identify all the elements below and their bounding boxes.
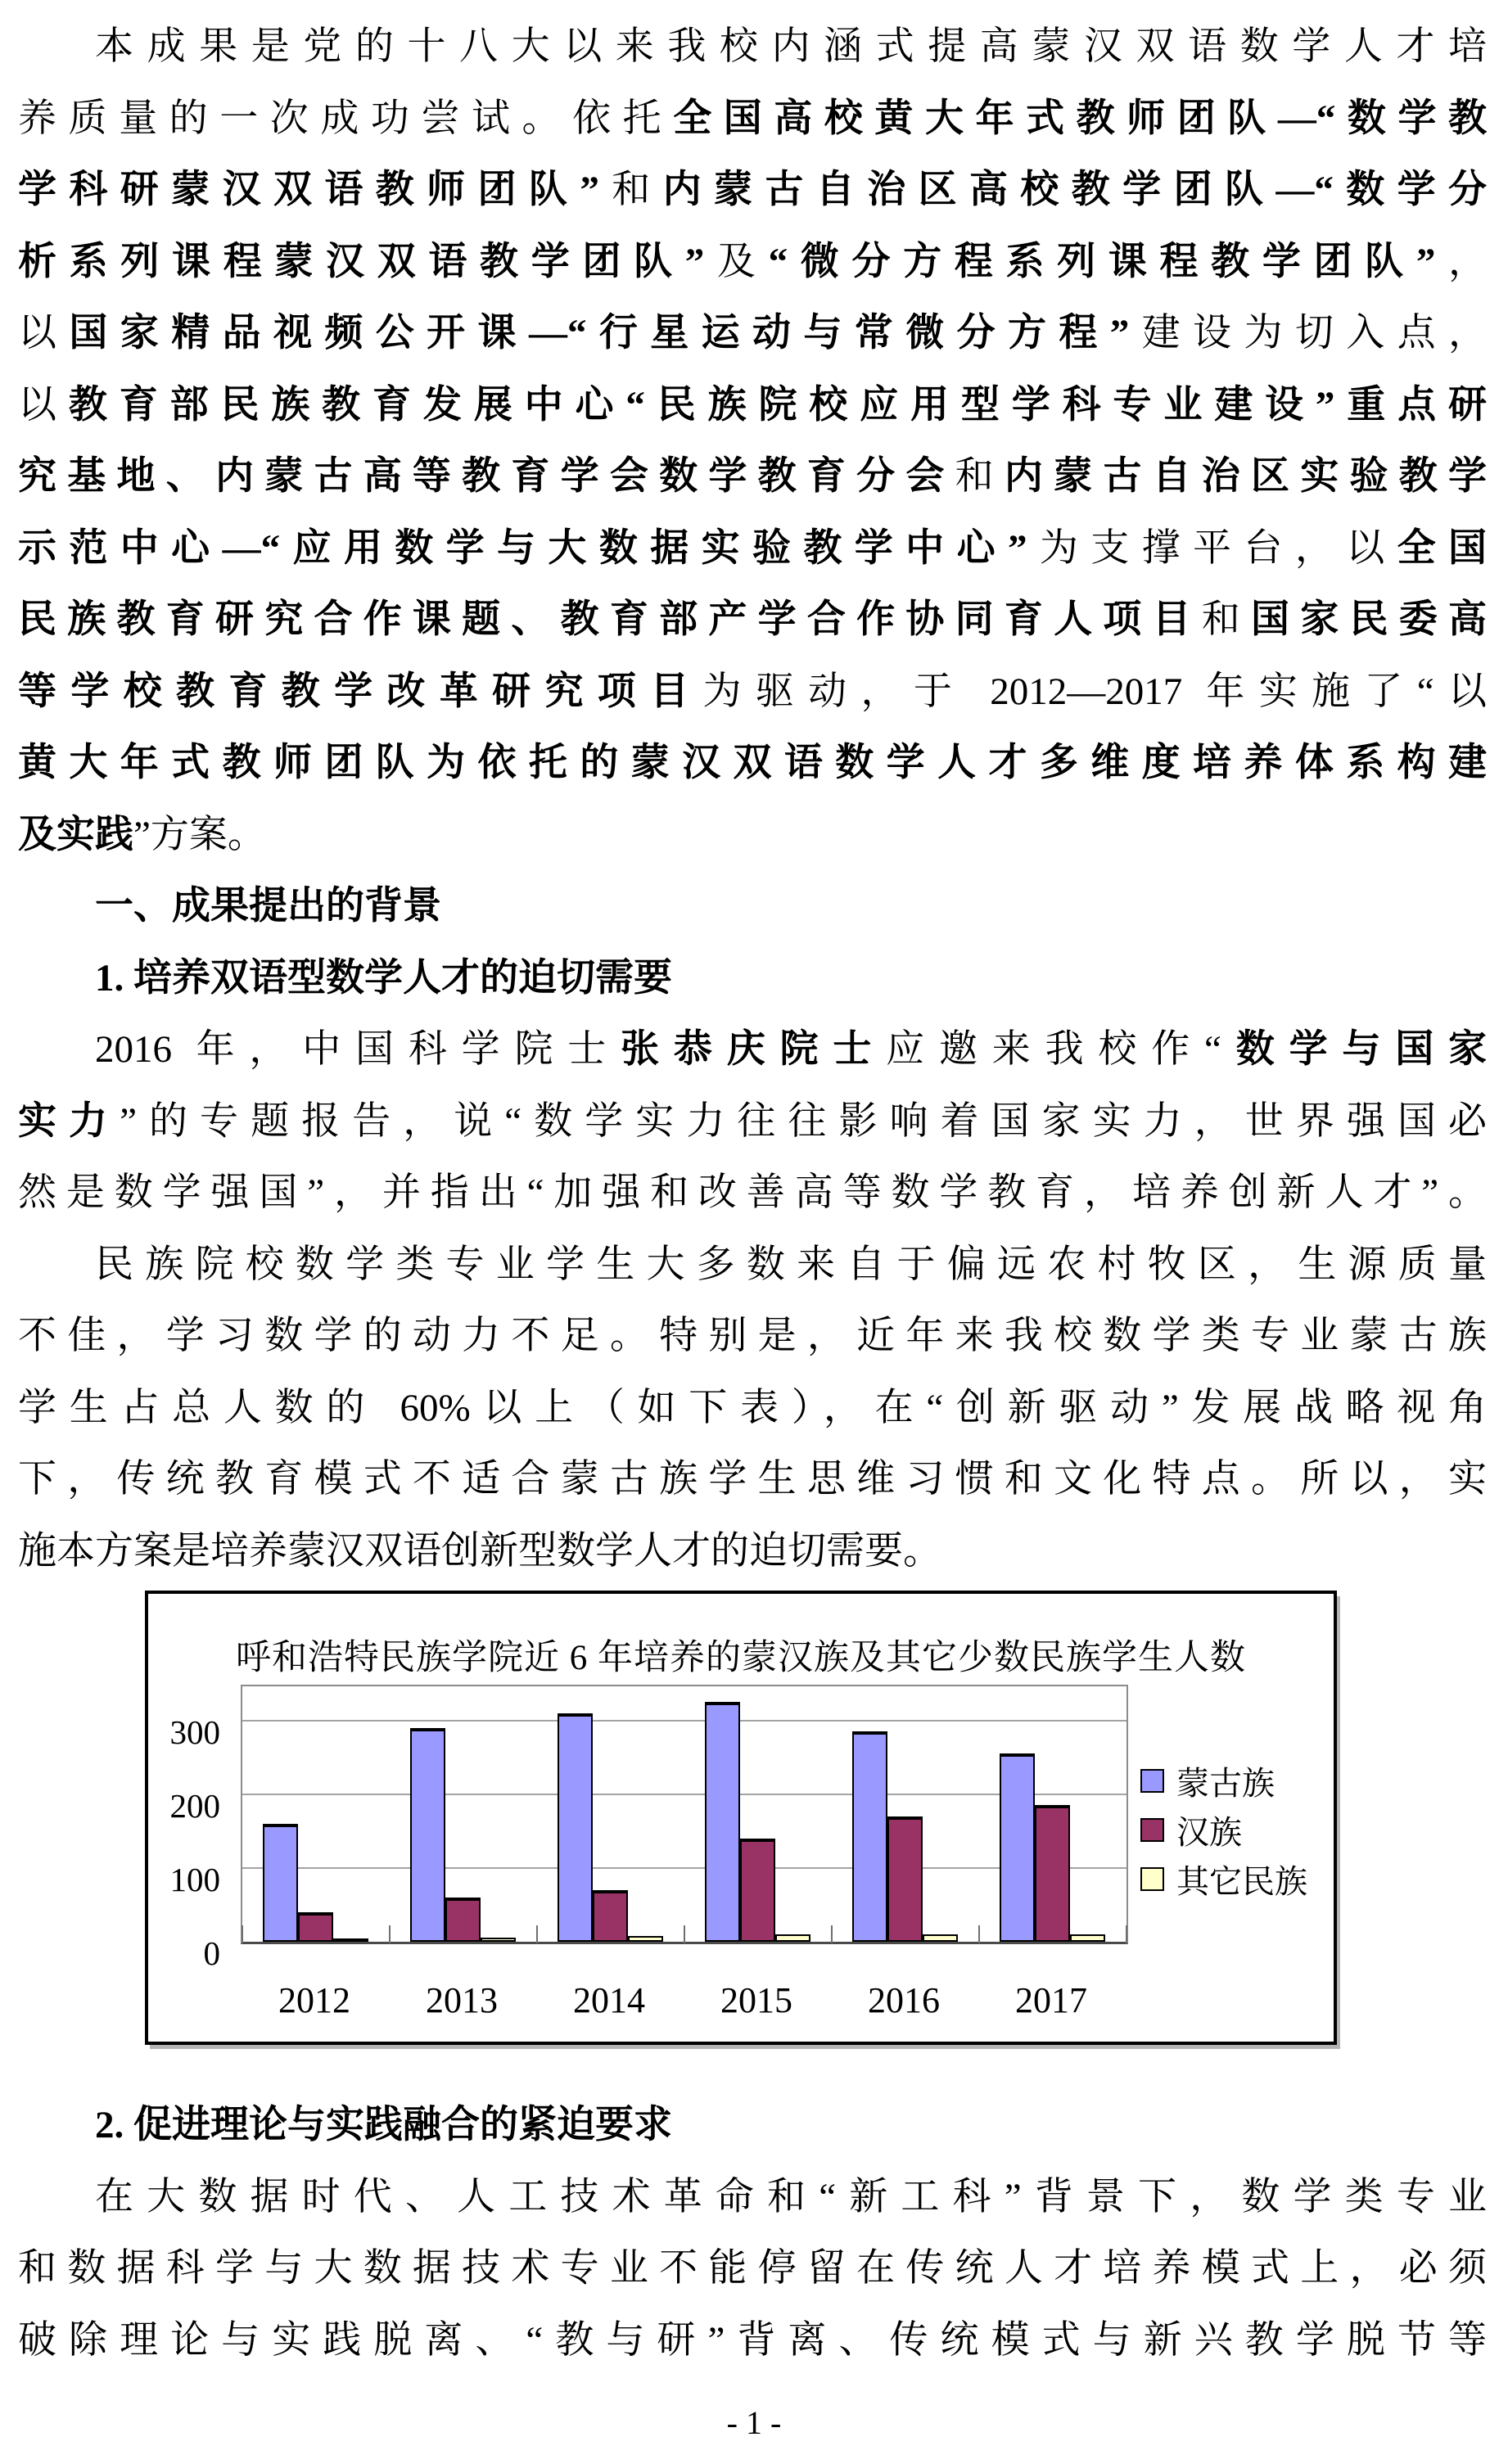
- text-run: 以: [18, 383, 69, 426]
- text-line: [18, 1230, 1487, 1302]
- text-run: 和: [955, 455, 1005, 498]
- bold-text-run: 黄大年式教师团队为依托的蒙汉双语数学人才多维度培养体系构建: [18, 742, 1487, 784]
- bar-其它民族-2014: [628, 1936, 663, 1942]
- text-run: 为驱动，于 2012—2017 年实施了“以: [702, 670, 1487, 713]
- bar-其它民族-2012: [333, 1938, 368, 1942]
- y-axis-label: 0: [203, 1934, 220, 1972]
- page-number: - 1 -: [726, 2404, 782, 2441]
- bold-text-run: 全国高校黄大年式教师团队—“数学教: [673, 97, 1487, 140]
- text-line: [18, 1158, 1487, 1230]
- x-axis-tick: [536, 1925, 538, 1943]
- bar-汉族-2014: [593, 1890, 628, 1942]
- bold-text-run: 国家民委高: [1251, 598, 1487, 641]
- text-line: [18, 871, 1487, 943]
- text-line: [18, 1373, 1487, 1445]
- legend-row: [1140, 1756, 1307, 1805]
- text-run: 下，传统教育模式不适合蒙古族学生思维习惯和文化特点。所以，实: [18, 1458, 1487, 1501]
- bold-text-run: 数学与国家: [1221, 1028, 1487, 1071]
- text-line: [18, 1444, 1487, 1516]
- text-run: 及: [704, 240, 769, 283]
- bar-汉族-2017: [1035, 1805, 1070, 1942]
- text-run: 建设为切入点，: [1129, 312, 1487, 354]
- legend-label: 汉族: [1176, 1813, 1242, 1851]
- bold-text-run: 等学校教育教学改革研究项目: [18, 670, 703, 713]
- bold-text-run: 示范中心—“应用数学与大数据实验教学中心”: [18, 526, 1027, 570]
- bar-汉族-2013: [445, 1898, 481, 1942]
- bar-其它民族-2016: [923, 1934, 958, 1942]
- gridline: [242, 1720, 1126, 1722]
- gridline: [242, 1794, 1126, 1795]
- bold-text-run: 2. 促进理论与实践融合的紧迫要求: [95, 2104, 672, 2146]
- bold-text-run: 实力: [18, 1099, 120, 1143]
- legend-row: [1140, 1805, 1307, 1854]
- x-axis-label: 2016: [868, 1980, 940, 2020]
- bold-text-run: 张恭庆院士: [621, 1028, 887, 1071]
- text-line: [18, 11, 1487, 83]
- text-run: 不佳，学习数学的动力不足。特别是，近年来我校数学类专业蒙古族: [18, 1315, 1487, 1357]
- y-axis-label: 300: [169, 1713, 220, 1751]
- x-axis-label: 2017: [1015, 1980, 1087, 2020]
- text-line: [18, 370, 1487, 442]
- x-axis-tick: [684, 1925, 685, 1943]
- text-line: [18, 943, 1487, 1015]
- text-line: [18, 657, 1487, 729]
- body-text-bottom: [18, 2090, 1487, 2376]
- text-line: [18, 1301, 1487, 1373]
- bold-text-run: 1. 培养双语型数学人才的迫切需要: [95, 956, 672, 1000]
- text-run: 民族院校数学类专业学生大多数来自于偏远农村牧区，生源质量: [95, 1243, 1487, 1286]
- text-run: 和: [1201, 598, 1252, 641]
- bar-汉族-2012: [298, 1912, 333, 1942]
- bold-text-run: “微分方程系列课程教学团队”: [768, 240, 1436, 283]
- text-run: ，: [1435, 240, 1487, 283]
- legend-swatch: [1140, 1818, 1164, 1842]
- text-line: [18, 2305, 1487, 2377]
- bar-蒙古族-2017: [1000, 1753, 1035, 1942]
- x-axis-label: 2015: [720, 1980, 792, 2020]
- legend-row: [1140, 1854, 1307, 1903]
- bar-蒙古族-2015: [705, 1702, 740, 1942]
- text-line: [18, 298, 1487, 370]
- x-axis-label: 2014: [573, 1980, 645, 2020]
- bold-text-run: 究基地、内蒙古高等教育学会数学教育分会: [18, 455, 955, 498]
- y-axis-label: 200: [169, 1787, 220, 1825]
- x-axis-tick: [389, 1925, 391, 1943]
- bold-text-run: 国家精品视频公开课—“行星运动与常微分方程”: [69, 312, 1130, 354]
- gridline: [242, 1867, 1126, 1869]
- text-run: 和数据科学与大数据技术专业不能停留在传统人才培养模式上，必须: [18, 2247, 1487, 2290]
- bar-汉族-2015: [740, 1839, 775, 1942]
- text-line: [18, 800, 1487, 872]
- legend-label: 其它民族: [1176, 1862, 1307, 1900]
- chart-legend: [1140, 1756, 1307, 1903]
- text-run: ”方案。: [133, 813, 266, 856]
- bar-其它民族-2015: [775, 1934, 810, 1942]
- bar-汉族-2016: [887, 1816, 923, 1942]
- x-axis-label: 2012: [278, 1980, 350, 2020]
- legend-swatch: [1140, 1769, 1164, 1793]
- text-run: ”的专题报告，说“数学实力往往影响着国家实力，世界强国必: [120, 1099, 1487, 1143]
- embedded-bar-chart: [145, 1591, 1337, 2045]
- chart-plot-area: [241, 1685, 1128, 1944]
- bold-text-run: 一、成果提出的背景: [95, 885, 441, 927]
- body-text-top: [18, 11, 1487, 1587]
- text-line: [18, 2233, 1487, 2305]
- text-run: 2016 年，中国科学院士: [95, 1028, 621, 1071]
- bold-text-run: 及实践: [18, 813, 133, 856]
- bold-text-run: 内蒙古自治区实验教学: [1004, 455, 1487, 498]
- bar-蒙古族-2013: [410, 1728, 445, 1942]
- bar-蒙古族-2016: [852, 1731, 887, 1942]
- x-axis-tick: [831, 1925, 833, 1943]
- text-line: [18, 155, 1487, 227]
- bold-text-run: 学科研蒙汉双语教师团队”: [18, 169, 599, 211]
- text-line: [18, 2162, 1487, 2234]
- text-line: [18, 1014, 1487, 1086]
- y-axis-label: 100: [169, 1861, 220, 1898]
- x-axis-tick: [242, 1925, 243, 1943]
- bar-其它民族-2017: [1070, 1934, 1105, 1942]
- text-run: 应邀来我校作“: [886, 1028, 1221, 1071]
- text-line: [18, 83, 1487, 156]
- text-run: 为支撑平台，以: [1027, 526, 1397, 570]
- text-run: 养质量的一次成功尝试。依托: [18, 97, 674, 140]
- text-line: [18, 728, 1487, 800]
- text-line: [18, 513, 1487, 585]
- text-line: [18, 1086, 1487, 1158]
- x-axis-label: 2013: [426, 1980, 498, 2020]
- text-line: [18, 1516, 1487, 1588]
- text-run: 然是数学强国”，并指出“加强和改善高等数学教育，培养创新人才”。: [18, 1171, 1487, 1214]
- legend-swatch: [1140, 1867, 1164, 1891]
- bold-text-run: 析系列课程蒙汉双语教学团队”: [18, 240, 705, 283]
- bar-其它民族-2013: [481, 1938, 516, 1942]
- bold-text-run: 内蒙古自治区高校教学团队—“数学分: [662, 169, 1487, 211]
- bar-蒙古族-2014: [558, 1713, 593, 1942]
- text-run: 以: [18, 312, 70, 354]
- chart-title: 呼和浩特民族学院近 6 年培养的蒙汉族及其它少数民族学生人数: [236, 1639, 1246, 1677]
- text-line: [18, 227, 1487, 299]
- text-line: [18, 2090, 1487, 2162]
- text-run: 在大数据时代、人工技术革命和“新工科”背景下，数学类专业: [95, 2175, 1487, 2218]
- text-run: 学生占总人数的 60%以上（如下表），在“创新驱动”发展战略视角: [18, 1386, 1487, 1429]
- bold-text-run: 全国: [1397, 526, 1487, 570]
- bold-text-run: 教育部民族教育发展中心“民族院校应用型学科专业建设”重点研: [68, 383, 1487, 426]
- text-run: 破除理论与实践脱离、“教与研”背离、传统模式与新兴教学脱节等: [18, 2318, 1487, 2362]
- text-run: 施本方案是培养蒙汉双语创新型数学人才的迫切需要。: [18, 1529, 941, 1573]
- text-run: 本成果是党的十八大以来我校内涵式提高蒙汉双语数学人才培: [95, 25, 1487, 68]
- text-line: [18, 441, 1487, 513]
- bold-text-run: 民族教育研究合作课题、教育部产学合作协同育人项目: [18, 598, 1202, 641]
- legend-label: 蒙古族: [1176, 1764, 1275, 1802]
- text-run: 和: [598, 169, 663, 211]
- x-axis-tick: [1126, 1925, 1127, 1943]
- x-axis-tick: [978, 1925, 980, 1943]
- text-line: [18, 584, 1487, 657]
- bar-蒙古族-2012: [263, 1824, 298, 1942]
